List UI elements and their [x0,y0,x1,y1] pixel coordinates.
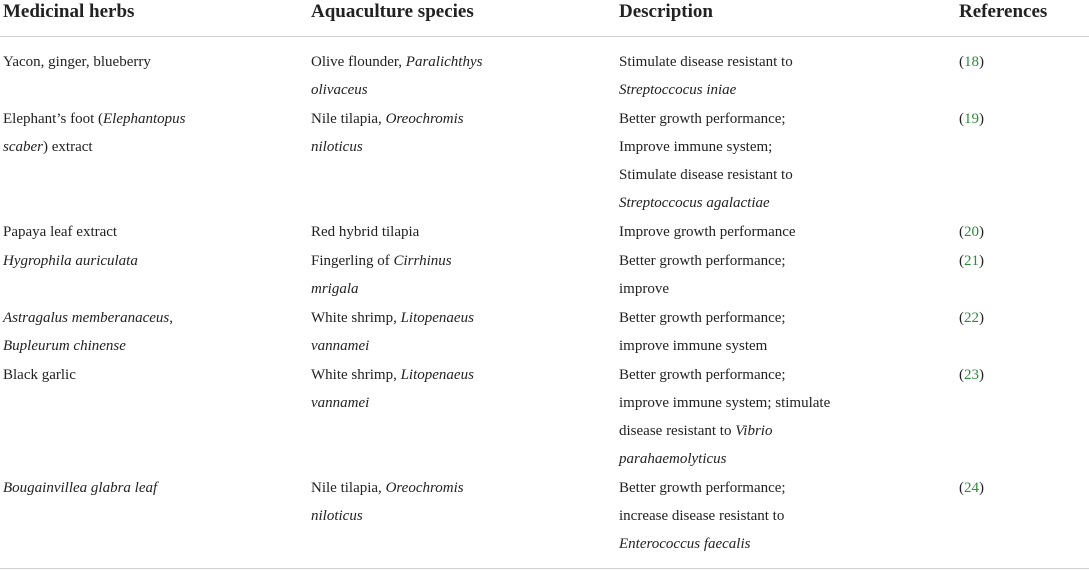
text-segment: increase disease resistant to [619,508,785,524]
cell-line [3,105,293,133]
reference-link[interactable]: 22 [964,310,979,326]
text-segment: Better growth performance; [619,310,786,326]
text-segment: Papaya leaf extract [3,224,118,240]
text-segment: Fingerling of [311,253,394,269]
italic-text: Hygrophila auriculata [3,253,138,269]
cell-line [619,474,919,502]
cell-line [619,361,919,389]
header-divider [0,36,1089,37]
cell-reference [959,48,1079,76]
text-segment: improve [619,281,669,297]
cell-line [311,133,591,161]
cell-aquaculture-species [311,48,591,104]
cell-line [3,332,293,360]
paren-close: ) [979,111,984,127]
italic-text: Streptoccocus iniae [619,82,737,98]
text-segment: Better growth performance; [619,253,786,269]
header-aquaculture-species: Aquaculture species [311,1,474,22]
cell-description [619,304,919,360]
italic-text: Paralichthys [405,54,483,70]
cell-aquaculture-species [311,361,591,417]
cell-aquaculture-species [311,105,591,161]
cell-description [619,247,919,303]
italic-text: Litopenaeus [400,310,474,326]
paren-close: ) [979,367,984,383]
cell-line [311,332,591,360]
reference-link[interactable]: 21 [964,253,979,269]
paren-close: ) [979,224,984,240]
italic-text: scaber [3,139,43,155]
cell-line [311,218,591,246]
italic-text: niloticus [311,508,363,524]
reference-link[interactable]: 24 [964,480,979,496]
cell-medicinal-herb [3,304,293,360]
cell-line [619,133,919,161]
cell-aquaculture-species [311,247,591,303]
cell-description [619,105,919,217]
italic-text: parahaemolyticus [619,451,727,467]
cell-reference [959,218,1079,246]
italic-text: Litopenaeus [400,367,474,383]
italic-text: Oreochromis [385,480,464,496]
reference-link[interactable]: 23 [964,367,979,383]
cell-line [3,48,293,76]
italic-text: mrigala [311,281,359,297]
cell-line [3,218,293,246]
text-segment: White shrimp, [311,310,401,326]
cell-line [619,389,919,417]
cell-line [311,304,591,332]
cell-line [3,304,293,332]
paren-open: ( [959,224,964,240]
text-segment: Nile tilapia, [311,480,386,496]
cell-line [619,304,919,332]
cell-line [619,275,919,303]
text-segment: Black garlic [3,367,76,383]
cell-line [311,48,591,76]
cell-reference [959,361,1079,389]
text-segment: Improve growth performance [619,224,796,240]
text-segment: Stimulate disease resistant to [619,167,793,183]
cell-line [619,48,919,76]
cell-medicinal-herb [3,105,293,161]
cell-reference [959,304,1079,332]
italic-text: Elephantopus [102,111,186,127]
reference-link[interactable]: 20 [964,224,979,240]
cell-description [619,218,919,246]
cell-line [311,361,591,389]
cell-line [311,474,591,502]
cell-aquaculture-species [311,304,591,360]
italic-text: Astragalus memberanaceus [3,310,170,326]
cell-aquaculture-species [311,474,591,530]
cell-line [3,133,293,161]
paren-open: ( [959,111,964,127]
cell-line [619,247,919,275]
cell-line [619,189,919,217]
cell-line [619,218,919,246]
text-segment: improve immune system; stimulate [619,395,831,411]
italic-text: Oreochromis [385,111,464,127]
cell-line [311,105,591,133]
italic-text: Bougainvillea glabra leaf [3,480,158,496]
cell-line [3,361,293,389]
text-segment: Olive flounder, [311,54,406,70]
paren-open: ( [959,310,964,326]
italic-text: Bupleurum chinense [3,338,126,354]
cell-reference [959,474,1079,502]
cell-medicinal-herb [3,247,293,275]
reference-link[interactable]: 19 [964,111,979,127]
italic-text: vannamei [311,395,370,411]
text-segment: , [169,310,173,326]
cell-line [619,530,919,558]
cell-line [619,161,919,189]
text-segment: Improve immune system; [619,139,773,155]
cell-line [619,76,919,104]
cell-line [619,502,919,530]
cell-medicinal-herb [3,48,293,76]
text-segment: Yacon, ginger, blueberry [3,54,151,70]
cell-line [3,474,293,502]
paren-open: ( [959,480,964,496]
italic-text: olivaceus [311,82,368,98]
cell-line [311,76,591,104]
italic-text: vannamei [311,338,370,354]
text-segment: Stimulate disease resistant to [619,54,793,70]
cell-line [619,105,919,133]
paren-open: ( [959,367,964,383]
text-segment: White shrimp, [311,367,401,383]
cell-description [619,48,919,104]
cell-line [619,332,919,360]
header-references: References [959,1,1048,22]
cell-medicinal-herb [3,218,293,246]
italic-text: Cirrhinus [393,253,452,269]
text-segment: improve immune system [619,338,768,354]
italic-text: Enterococcus faecalis [619,536,751,552]
paren-close: ) [979,310,984,326]
text-segment: disease resistant to [619,423,736,439]
cell-aquaculture-species [311,218,591,246]
paren-close: ) [979,54,984,70]
cell-reference [959,105,1079,133]
header-description: Description [619,1,713,22]
paren-open: ( [959,253,964,269]
cell-medicinal-herb [3,361,293,389]
italic-text: Streptoccocus agalactiae [619,195,770,211]
header-medicinal-herbs: Medicinal herbs [3,1,135,22]
text-segment: Red hybrid tilapia [311,224,420,240]
text-segment: Better growth performance; [619,367,786,383]
text-segment: Better growth performance; [619,111,786,127]
cell-line [311,389,591,417]
italic-text: Vibrio [735,423,773,439]
paren-open: ( [959,54,964,70]
italic-text: niloticus [311,139,363,155]
cell-reference [959,247,1079,275]
cell-medicinal-herb [3,474,293,502]
paren-close: ) [979,253,984,269]
cell-line [311,247,591,275]
cell-description [619,361,919,473]
cell-line [619,445,919,473]
cell-line [619,417,919,445]
cell-line [311,502,591,530]
text-segment: Better growth performance; [619,480,786,496]
paren-close: ) [979,480,984,496]
text-segment: Nile tilapia, [311,111,386,127]
cell-line [311,275,591,303]
bottom-divider [0,568,1089,569]
cell-line [3,247,293,275]
text-segment: ) extract [43,139,93,155]
text-segment: Elephant’s foot ( [3,111,103,127]
cell-description [619,474,919,558]
reference-link[interactable]: 18 [964,54,979,70]
